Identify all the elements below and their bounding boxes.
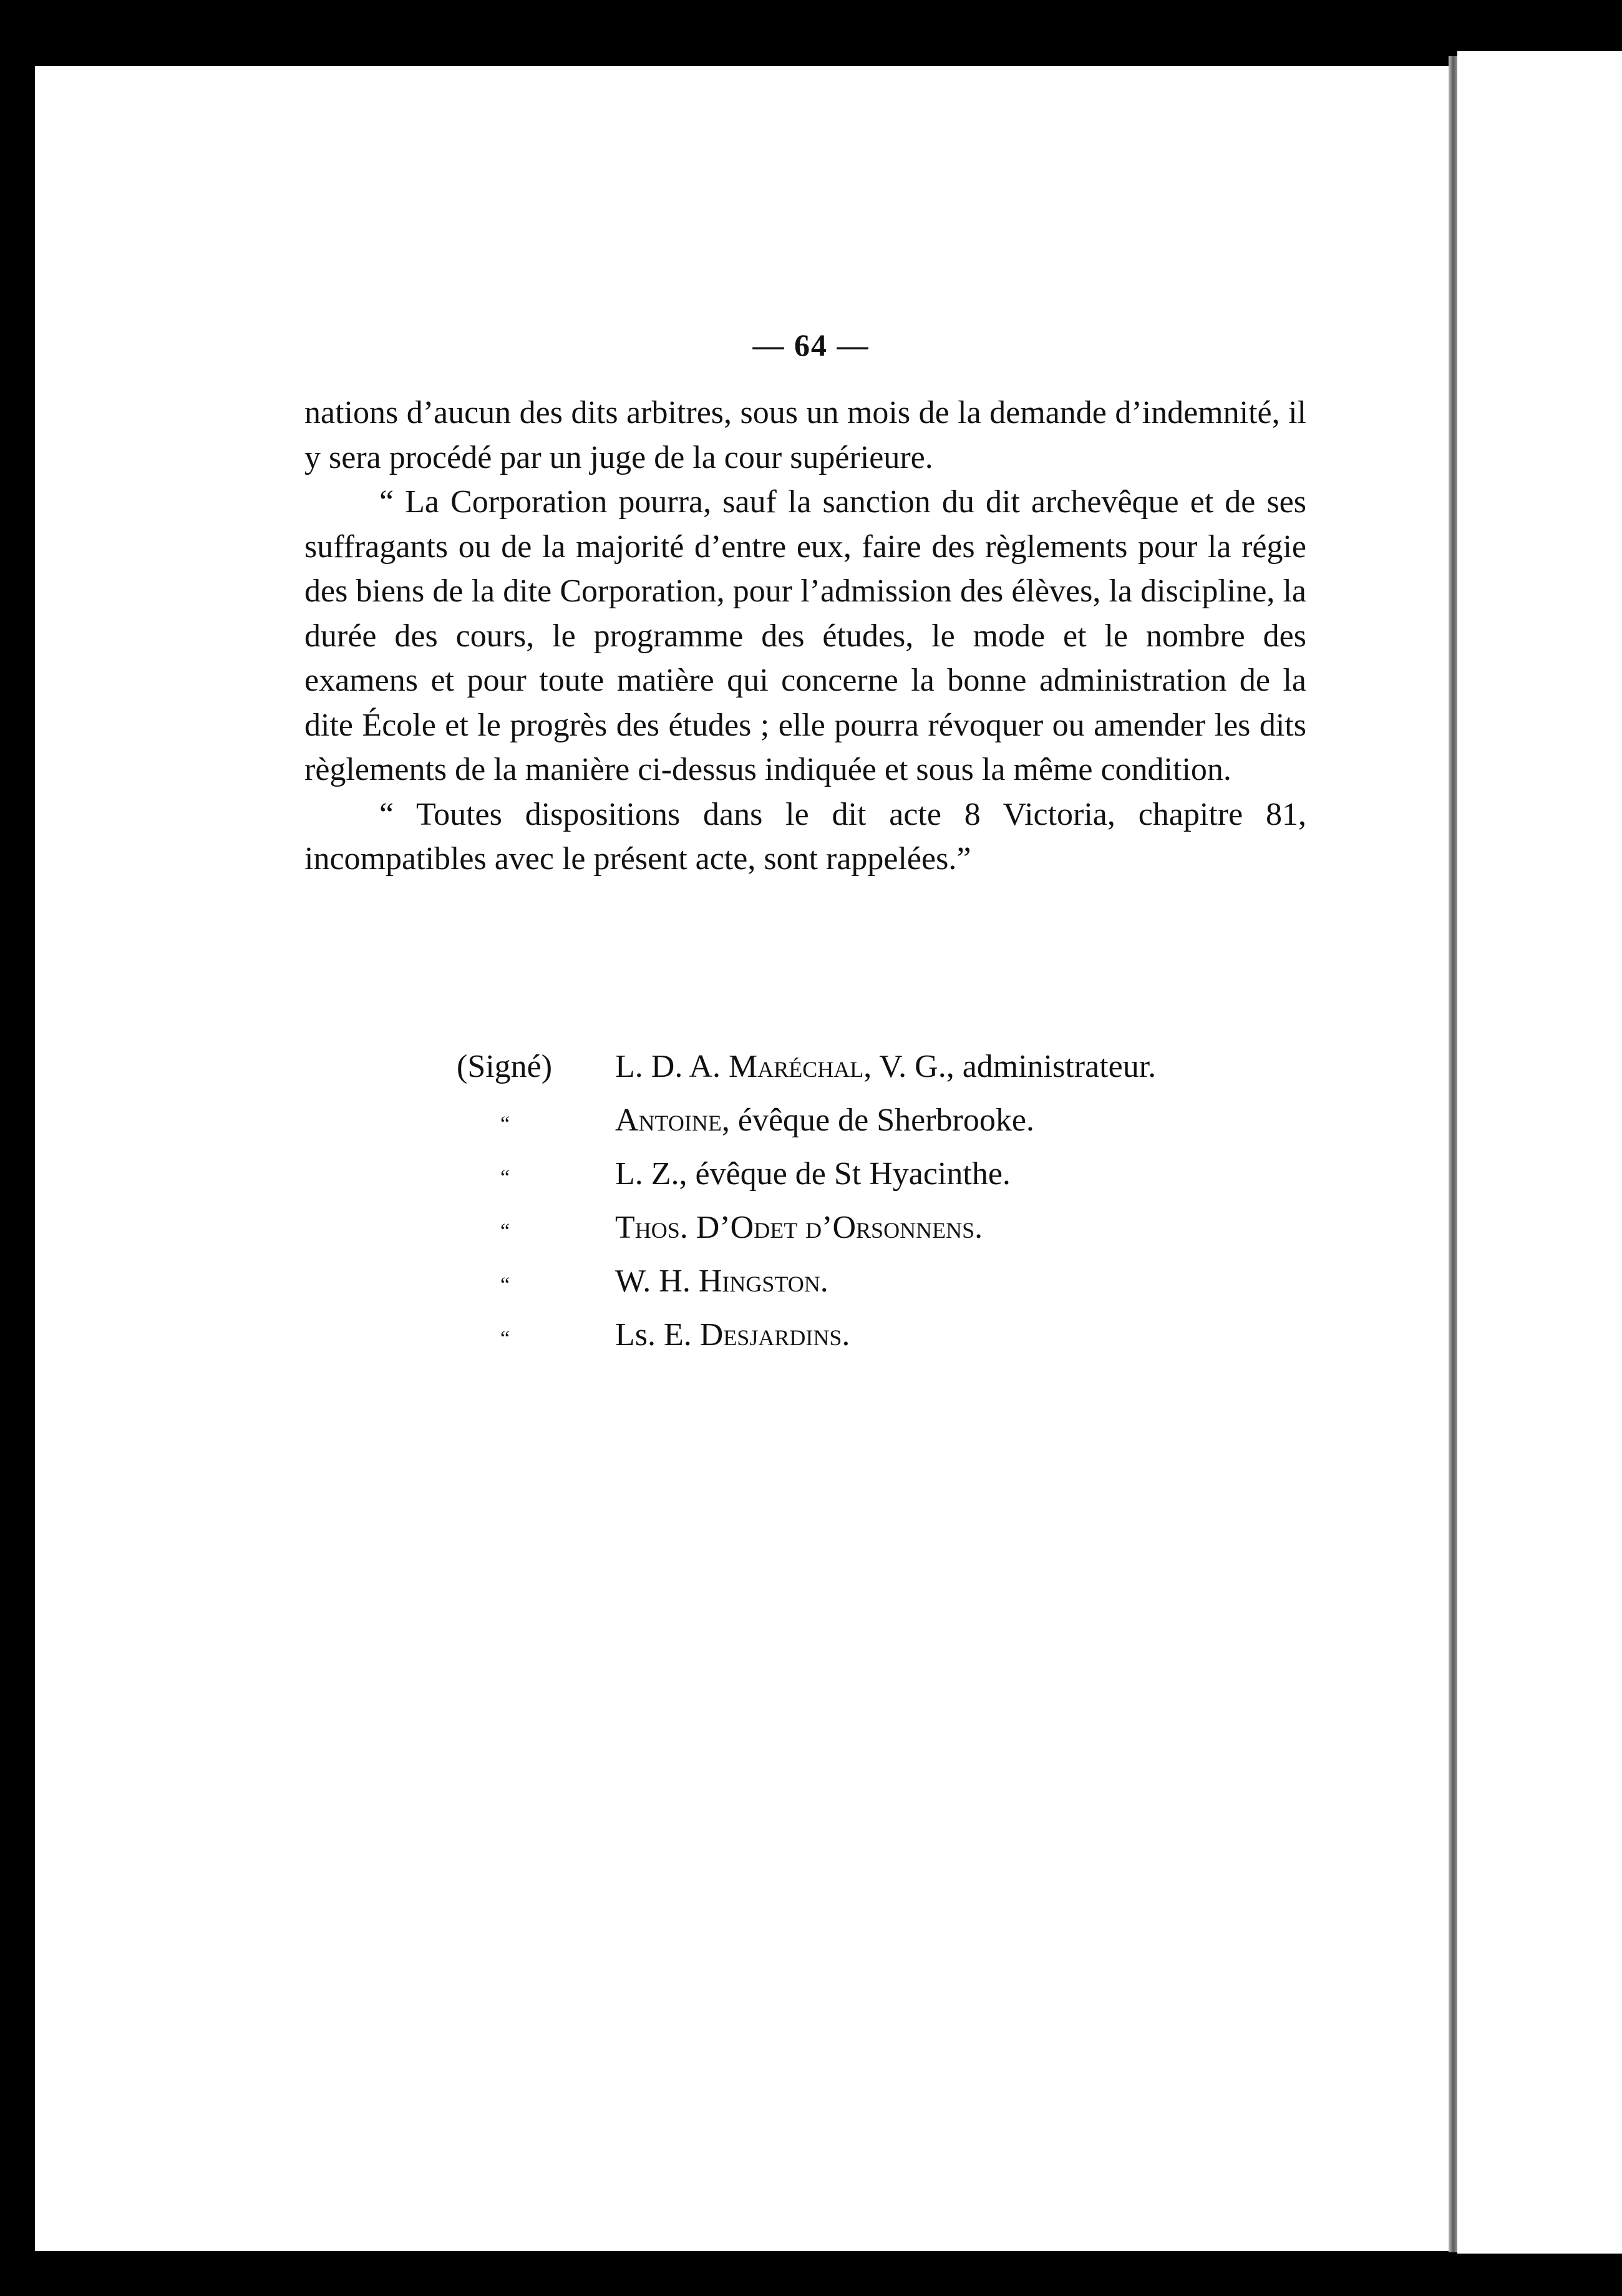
signature-antoine — [615, 1102, 1034, 1139]
paragraph-arbitration: nations d’aucun des dits arbitres, sous un mois de la demande d’indemnité, il y sera procédé par un juge de la cour supérieure. — [304, 395, 1306, 475]
signatory-surname: Antoine — [615, 1102, 722, 1138]
signature-marechal — [615, 1048, 1156, 1085]
signatory-title: . — [820, 1263, 828, 1299]
signatory-initials: W. H. — [615, 1263, 691, 1299]
ditto-mark: “ — [500, 1327, 510, 1350]
signatory-initials: Ls. E. — [615, 1317, 692, 1353]
paragraph-corporation-regulations: “ La Corporation pourra, sauf la sanction du dit archevêque et de ses suffragants ou de la majorité d’entre eux, faire des règlements pour la régie des biens de la dite Corporation, pour l’admission des élèves, la discipline, la durée des cours, le programme des études, le mode et le nombre des examens et pour toute matière qui concerne la bonne administration de la dite École et le progrès des études ; elle pourra révoquer ou amender les dits règlements de la manière ci-dessus indiquée et sous la même condition. — [304, 484, 1306, 787]
signatory-title: , V. G., administrateur. — [863, 1049, 1157, 1084]
signature-hingston — [615, 1263, 828, 1300]
signature-st-hyacinthe — [615, 1155, 1011, 1192]
ditto-mark: “ — [500, 1273, 510, 1296]
signatory-initials: L. Z. — [615, 1156, 679, 1192]
signature-row — [457, 1102, 1156, 1155]
signature-orsonnens — [615, 1209, 983, 1246]
signatory-title: . — [842, 1317, 850, 1353]
page-number: — 64 — — [752, 328, 870, 362]
signature-row — [457, 1048, 1156, 1102]
ditto-mark: “ — [500, 1166, 510, 1189]
signatory-surname: Maréchal — [729, 1049, 864, 1084]
signatory-title: , évêque de St Hyacinthe. — [679, 1156, 1011, 1192]
signatory-surname: Hingston — [698, 1263, 820, 1299]
signatory-surname: Desjardins — [699, 1317, 842, 1353]
paragraph-repeal-clause: “ Toutes dispositions dans le dit acte 8 Victoria, chapitre 81, incompatibles avec le présent acte, sont rappelées.” — [304, 796, 1306, 877]
signature-row — [457, 1263, 1156, 1316]
ditto-mark: “ — [500, 1112, 510, 1136]
signatory-title: , évêque de Sherbrooke. — [721, 1102, 1034, 1138]
body-text — [304, 391, 1306, 882]
ditto-mark: “ — [500, 1220, 510, 1243]
signatory-initials: L. D. A. — [615, 1049, 721, 1084]
signature-row — [457, 1316, 1156, 1370]
signatory-title: . — [974, 1210, 983, 1245]
facing-page-edge — [1457, 51, 1622, 2254]
signed-label: (Signé) — [457, 1049, 553, 1084]
signatory-surname: Thos. D’Odet d’Orsonnens — [615, 1210, 975, 1245]
signature-row — [457, 1155, 1156, 1209]
signature-row — [457, 1209, 1156, 1263]
signature-desjardins — [615, 1316, 850, 1353]
signature-block — [457, 1048, 1156, 1370]
